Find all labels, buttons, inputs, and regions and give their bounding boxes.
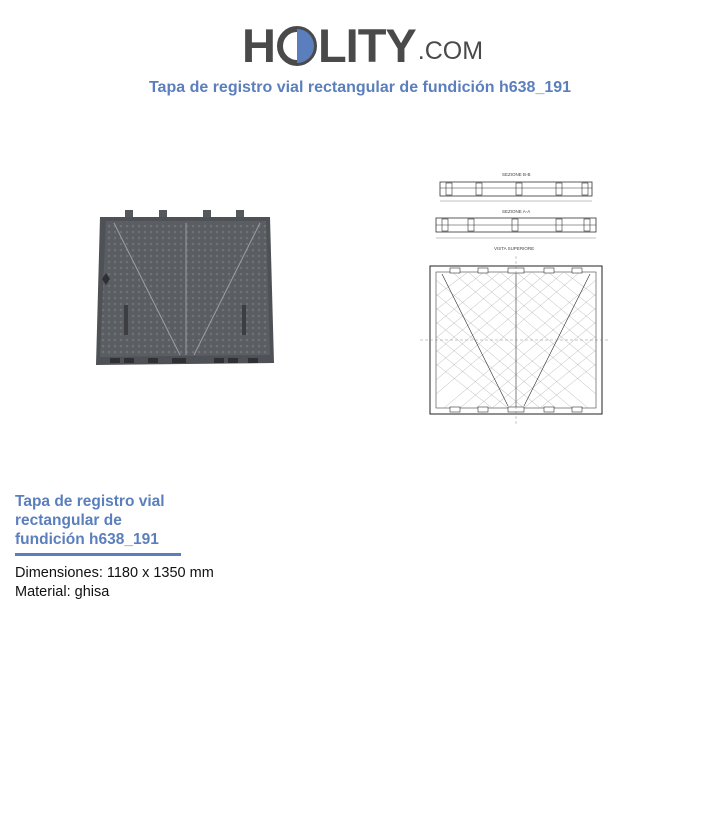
drawing-label-top-view: VISTA SUPERIORE — [494, 246, 535, 251]
technical-drawing — [416, 168, 610, 431]
logo-wordmark — [242, 19, 416, 72]
logo-o-icon — [277, 26, 317, 66]
logo-letter-h: H — [242, 19, 275, 72]
product-title: Tapa de registro vial rectangular de fundición h638_191 — [15, 493, 165, 548]
spec-material: Material: ghisa — [15, 584, 110, 600]
holity-logo[interactable] — [242, 16, 483, 70]
spec-dimensions: Dimensiones: 1180 x 1350 mm — [15, 565, 214, 581]
title-underline — [15, 553, 181, 556]
page-title: Tapa de registro vial rectangular de fundición h638_191 — [148, 79, 572, 96]
logo-com: .COM — [417, 37, 484, 65]
drawing-label-section-b: SEZIONE B-B — [502, 172, 531, 177]
product-photo — [88, 205, 288, 380]
drawing-label-section-a: SEZIONE A-A — [502, 209, 531, 214]
logo-letters-lity: LITY — [317, 19, 416, 72]
